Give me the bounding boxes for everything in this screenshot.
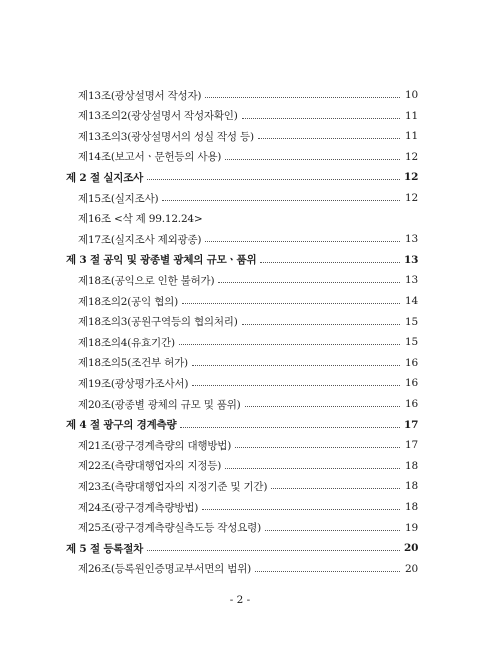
toc-entry-title: 제25조(광구경계측량실측도등 작성요령) [78,522,261,535]
toc-entry-title: 제18조의2(공익 협의) [78,295,178,308]
dot-leader [147,550,400,551]
toc-entry [0,354,480,372]
toc-entry-title: 제13조의3(광상설명서의 성실 작성 등) [78,130,254,143]
toc-page-number: 14 [405,295,418,307]
toc-page-number: 10 [405,89,418,101]
toc-entry [0,107,480,125]
toc-page-number: 11 [405,130,418,143]
toc-entry-title: 제24조(광구경계측량방법) [78,501,199,514]
toc-entry [0,292,480,310]
toc-page-number: 13 [405,274,418,287]
toc-section-heading [0,251,480,269]
dot-leader [258,138,400,139]
dot-leader [192,385,400,386]
dot-leader [235,447,400,448]
dot-leader [225,468,400,469]
toc-page-number: 18 [405,459,418,472]
toc-entry-title: 제 5 절 등록절차 [66,542,144,555]
toc-entry [0,86,480,104]
toc-entry [0,127,480,145]
toc-entry [0,374,480,392]
dot-leader [192,365,400,366]
dot-leader [205,241,400,242]
toc-page-number: 12 [404,171,419,184]
toc-entry [0,313,480,331]
dot-leader [225,159,400,160]
toc-section-heading [0,168,480,186]
page-number: - 2 - [229,594,251,606]
toc-page-number: 12 [405,192,418,204]
toc-entry-title: 제 3 절 공익 및 광종별 광체의 규모ㆍ품위 [66,254,257,267]
toc-page-number: 12 [405,150,418,163]
toc-entry-title: 제26조(등록원인증명교부서면의 범위) [78,563,252,576]
toc-page-number: 15 [405,315,418,328]
toc-entry-title: 제 4 절 광구의 경계측량 [66,419,177,432]
toc-entry-title: 제13조(광상설명서 작성자) [78,89,202,102]
toc-section-heading [0,539,480,557]
toc-entry [0,210,480,228]
dot-leader [255,571,400,572]
toc-entry [0,457,480,475]
toc-page-number: 17 [404,418,419,431]
toc-page-number: 19 [405,521,418,534]
toc-page-number: 20 [405,562,418,575]
toc-entry [0,333,480,351]
dot-leader [180,427,400,428]
toc-entry [0,519,480,537]
toc-page-number: 16 [405,398,418,410]
toc-entry [0,560,480,578]
toc-page-number: 18 [405,480,418,493]
toc-entry-title: 제 2 절 실지조사 [66,171,144,184]
toc-entry [0,498,480,516]
dot-leader [218,282,400,283]
dot-leader [242,118,400,119]
toc-page-number: 16 [405,356,418,369]
dot-leader [179,344,400,345]
dot-leader [205,97,400,98]
toc-entry-title: 제13조의2(광상설명서 작성자확인) [78,110,238,123]
toc-entry-title: 제18조(공익으로 인한 불허가) [78,274,215,287]
toc-page-number: 15 [405,336,418,349]
dot-leader [147,179,400,180]
toc-page-number: 11 [405,109,418,122]
toc-page-number: 18 [405,501,418,513]
dot-leader [245,406,400,407]
dot-leader [162,200,400,201]
toc-entry [0,148,480,166]
dot-leader [182,303,400,304]
toc-entry-title: 제16조 <삭 제 99.12.24> [78,213,203,226]
toc-entry-title: 제18조의3(공원구역등의 협의처리) [78,316,238,329]
toc-entry [0,271,480,289]
toc-entry [0,189,480,207]
dot-leader [242,324,400,325]
toc-entry-title: 제14조(보고서ㆍ문헌등의 사용) [78,151,222,164]
dot-leader [202,509,400,510]
toc-entry [0,230,480,248]
dot-leader [260,262,400,263]
dot-leader [271,488,400,489]
toc-page-number: 13 [405,233,418,246]
toc-entry-title: 제20조(광종별 광체의 규모 및 품위) [78,398,241,411]
toc-entry-title: 제18조의5(조건부 허가) [78,357,188,370]
toc-page-number: 13 [404,253,419,266]
toc-page-number: 17 [405,439,418,452]
toc-entry-title: 제21조(광구경계측량의 대행방법) [78,439,232,452]
toc-entry [0,436,480,454]
toc-entry-title: 제19조(광상평가조사서) [78,377,189,390]
toc-page-number: 16 [405,377,418,390]
toc-entry-title: 제23조(측량대행업자의 지정기준 및 기간) [78,480,268,493]
toc-section-heading [0,416,480,434]
toc-entry-title: 제15조(실지조사) [78,192,159,205]
toc-entry [0,477,480,495]
toc-entry-title: 제18조의4(유효기간) [78,336,175,349]
toc-page-number: 20 [404,542,419,555]
dot-leader [265,530,400,531]
toc-entry [0,395,480,413]
toc-entry-title: 제22조(측량대행업자의 지정등) [78,460,222,473]
toc-entry-title: 제17조(실지조사 제외광종) [78,233,202,246]
